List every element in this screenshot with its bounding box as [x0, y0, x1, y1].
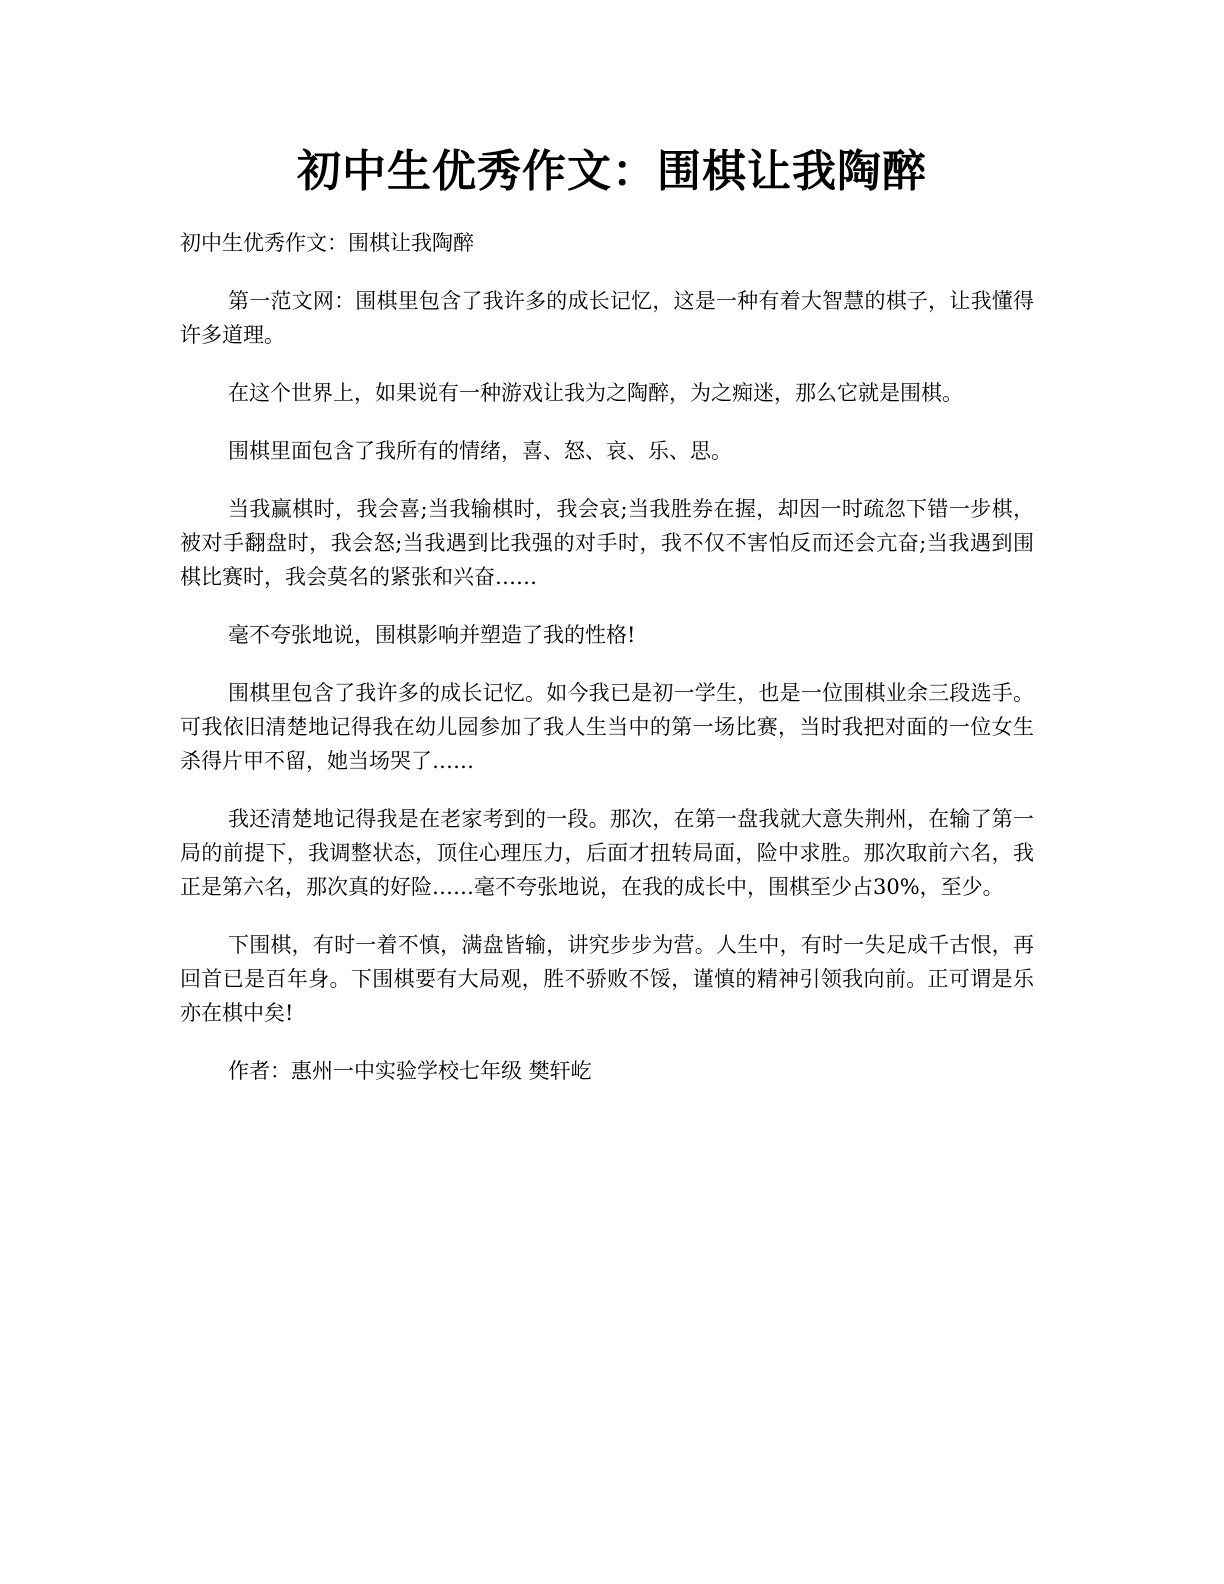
paragraph: 毫不夸张地说，围棋影响并塑造了我的性格!: [228, 623, 636, 647]
author-line: 作者：惠州一中实验学校七年级 樊轩屹: [228, 1059, 592, 1083]
document-subtitle: 初中生优秀作文：围棋让我陶醉: [180, 231, 474, 255]
paragraph: 当我赢棋时，我会喜;当我输棋时，我会哀;当我胜券在握，却因一时疏忽下错一步棋，被对手翻盘时，我会怒;当我遇到比我强的对手时，我不仅不害怕反而还会亢奋;当我遇到围棋比赛时，我会莫名的紧张和兴奋……: [180, 497, 1034, 589]
document-body: [180, 226, 1034, 1112]
paragraph-intro: 第一范文网：围棋里包含了我许多的成长记忆，这是一种有着大智慧的棋子，让我懂得许多道理。: [180, 289, 1034, 347]
paragraph: 我还清楚地记得我是在老家考到的一段。那次，在第一盘我就大意失荆州，在输了第一局的前提下，我调整状态，顶住心理压力，后面才扭转局面，险中求胜。那次取前六名，我正是第六名，那次真的好险……毫不夸张地说，在我的成长中，围棋至少占30%，至少。: [180, 807, 1034, 899]
paragraph: 围棋里包含了我许多的成长记忆。如今我已是初一学生，也是一位围棋业余三段选手。可我依旧清楚地记得我在幼儿园参加了我人生当中的第一场比赛，当时我把对面的一位女生杀得片甲不留，她当场哭了……: [180, 681, 1034, 773]
document-title: 初中生优秀作文：围棋让我陶醉: [297, 146, 927, 197]
paragraph: 下围棋，有时一着不慎，满盘皆输，讲究步步为营。人生中，有时一失足成千古恨，再回首已是百年身。下围棋要有大局观，胜不骄败不馁，谨慎的精神引领我向前。正可谓是乐亦在棋中矣!: [180, 933, 1034, 1025]
paragraph: 围棋里面包含了我所有的情绪，喜、怒、哀、乐、思。: [228, 439, 732, 463]
paragraph: 在这个世界上，如果说有一种游戏让我为之陶醉，为之痴迷，那么它就是围棋。: [228, 381, 963, 405]
